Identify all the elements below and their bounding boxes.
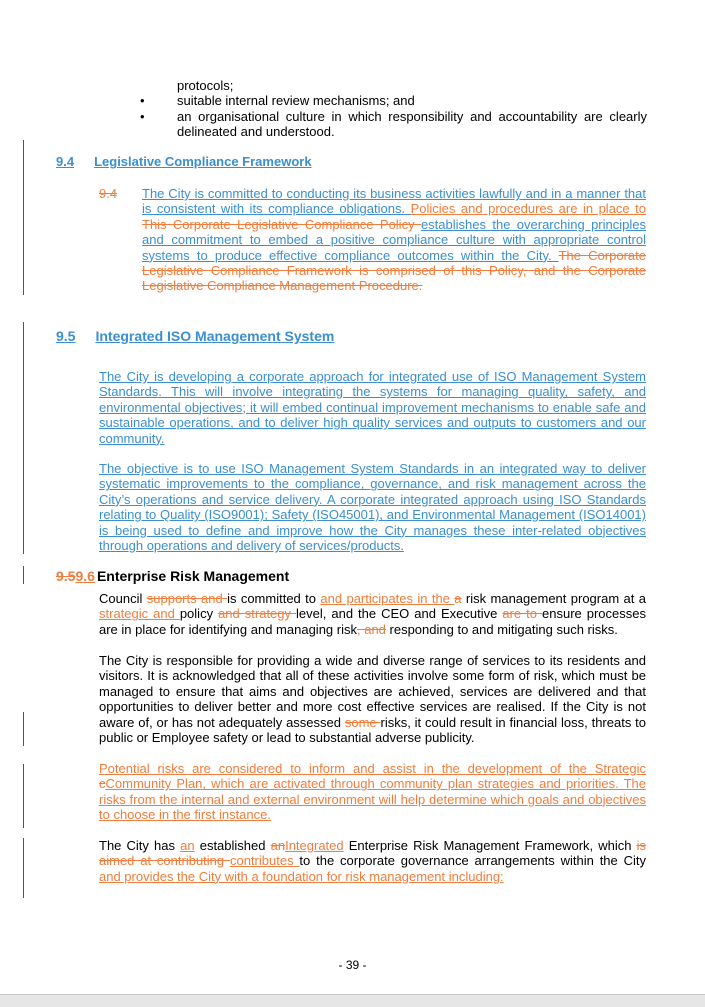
- change-bar: [23, 838, 24, 898]
- change-bar: [23, 712, 24, 746]
- change-bar: [23, 322, 24, 554]
- section-heading-9-6: [56, 568, 289, 584]
- bullet-icon: •: [140, 109, 145, 124]
- list-item-text: an organisational culture in which responsibility and accountability are clearly delineated and understood.: [177, 109, 647, 140]
- change-bar: [23, 764, 24, 828]
- page-number: - 39 -: [338, 958, 367, 972]
- list-item: [177, 78, 647, 93]
- list-item-text: protocols;: [177, 78, 234, 93]
- section-title: Enterprise Risk Management: [96, 568, 290, 584]
- list-item-text: suitable internal review mechanisms; and: [177, 93, 415, 108]
- bullet-icon: •: [140, 93, 145, 108]
- section-heading-9-4: [56, 154, 312, 169]
- inserted-paragraph: Potential risks are considered to inform and assist in the development of the Strategic cCommunity Plan, which are activated through community plan strategies and priorities. The risks from the internal and external environment will help determine which goals and objectives to choose in the first instance.: [99, 761, 646, 823]
- change-bar: [23, 140, 24, 295]
- section-title: Integrated ISO Management System: [95, 328, 335, 344]
- deleted-paragraph-number: 9.4: [99, 186, 118, 201]
- section-number: 9.4: [56, 154, 75, 169]
- page-bottom-edge: [0, 994, 705, 1007]
- section-number: 9.6: [75, 568, 95, 584]
- change-bar: [23, 566, 24, 584]
- deleted-section-number: 9.5: [56, 568, 76, 584]
- inserted-paragraph: The City is developing a corporate approach for integrated use of ISO Management System Standards. This will involve integrating the systems for managing quality, safety, and environmental objectives; it will embed continual improvement mechanisms to enable safe and sustainable operations, and to deliver high quality services and outputs to customers and our community.: [99, 369, 646, 446]
- list-item: [177, 109, 647, 140]
- tracked-paragraph: The City is committed to conducting its business activities lawfully and in a manner that is consistent with its compliance obligations. Policies and procedures are in place to This Corporate Legislative Compliance Policy establishes the overarching principles and commitment to embed a positive compliance culture with appropriate control systems to produce effective compliance outcomes within the City. The Corporate Legislative Compliance Framework is comprised of this Policy, and the Corporate Legislative Compliance Management Procedure.: [142, 186, 647, 294]
- paragraph: Council supports and is committed to and participates in the a risk management program at a strategic and policy and strategy level, and the CEO and Executive are to ensure processes are in place for identifying and managing risk, and responding to and mitigating such risks.: [99, 591, 647, 637]
- paragraph: The City is responsible for providing a wide and diverse range of services to its residents and visitors. It is acknowledged that all of these activities involve some form of risk, which must be managed to ensure that aims and objectives are achieved, services are delivered and that opportunities to deliver better and more cost effective services are realised. If the City is not aware of, or has not adequately assessed some risks, it could result in financial loss, threats to public or Employee safety or lead to substantial adverse publicity.: [99, 653, 647, 746]
- section-title: Legislative Compliance Framework: [94, 154, 312, 169]
- section-number: 9.5: [56, 328, 76, 344]
- list-item: [177, 93, 647, 108]
- inserted-paragraph: The objective is to use ISO Management System Standards in an integrated way to deliver systematic improvements to the compliance, governance, and risk management across the City’s operations and service delivery. A corporate integrated approach using ISO Standards relating to Quality (ISO9001); Safety (ISO45001), and Environmental Management (ISO14001) is being used to define and improve how the City manages these inter-related objectives through operations and delivery of services/products.: [99, 461, 646, 554]
- section-heading-9-5: [56, 328, 334, 344]
- paragraph: The City has an established anIntegrated Enterprise Risk Management Framework, which is aimed at contributing contributes to the corporate governance arrangements within the City and provides the City with a foundation for risk management including:: [99, 838, 646, 884]
